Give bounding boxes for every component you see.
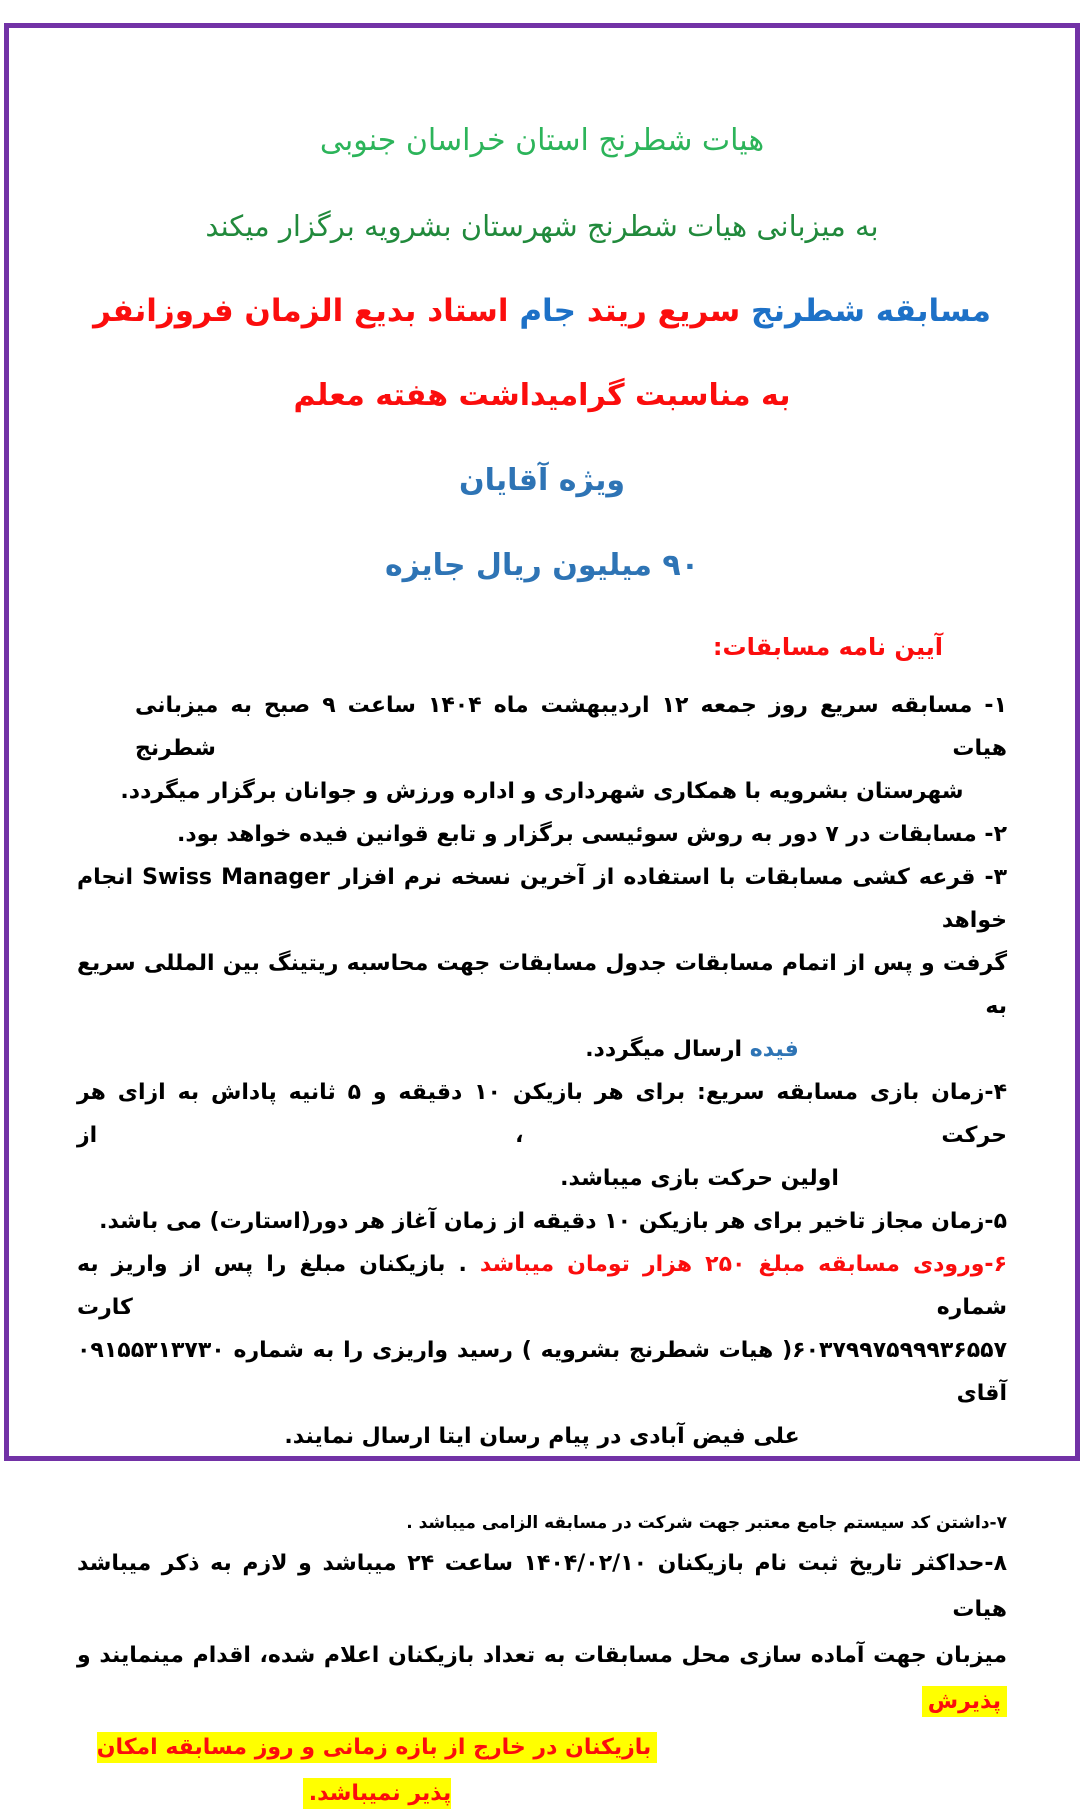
rule-line	[377, 1028, 1007, 1071]
federation-title: هیات شطرنج استان خراسان جنوبی	[319, 123, 765, 158]
rule-text-segment: ۸-حداکثر تاریخ ثبت نام بازیکنان ۱۴۰۴/۰۲/۱۰ ساعت ۲۴ میباشد و لازم به ذکر میباشد هیات	[77, 1551, 1007, 1622]
rule-text-segment: شهرستان بشرویه با همکاری شهرداری و اداره ورزش و جوانان برگزار میگردد.	[120, 779, 964, 804]
rules-heading: آیین نامه مسابقات:	[712, 633, 943, 661]
rule-line	[77, 770, 1007, 813]
rule-line	[392, 1157, 1007, 1200]
rule-text-segment: . بازیکنان مبلغ را پس از واریز به شماره کارت	[77, 1252, 1007, 1320]
rule-line	[77, 856, 1007, 942]
tournament-title-segment: سریع ریتد	[576, 293, 741, 329]
rule-text-segment: ۶۰۳۷۹۹۷۵۹۹۹۳۶۵۵۷( هیات شطرنج بشرویه ) رسید واریزی را به شماره ۰۹۱۵۵۳۱۳۷۳۰ آقای	[77, 1338, 1007, 1406]
rule-line	[77, 1200, 1007, 1243]
page-border	[4, 23, 1080, 1806]
tournament-title-segment: استاد بدیع الزمان فروزانفر	[93, 293, 509, 329]
rule-text-segment: ۵-زمان مجاز تاخیر برای هر بازیکن ۱۰ دقیقه از زمان آغاز هر دور(استارت) می باشد.	[99, 1209, 1007, 1234]
rule-text-segment: ارسال میگردد.	[585, 1037, 750, 1062]
rule-line	[77, 1458, 1007, 1505]
rule-text-segment: ۶-ورودی مسابقه مبلغ ۲۵۰ هزار تومان میباشد	[466, 1252, 1007, 1277]
rule-line	[77, 1725, 677, 1817]
rule-text-segment: پذیرش	[922, 1686, 1007, 1717]
rule-line	[135, 684, 1007, 770]
rule-text-segment: فیده	[749, 1037, 799, 1062]
occasion-line: به مناسبت گرامیداشت هفته معلم	[293, 378, 791, 413]
tournament-title	[77, 290, 1007, 332]
tournament-title-segment: مسابقه شطرنج	[740, 293, 991, 329]
rule-text-segment: انجام خواهد	[77, 865, 1007, 933]
rule-line	[77, 1071, 1007, 1157]
rule-text-segment: ۳- قرعه کشی مسابقات با استفاده از آخرین نسخه نرم افزار	[329, 865, 1008, 890]
rule-text-segment: Swiss Manager	[142, 865, 330, 890]
rule-line	[77, 1415, 1007, 1458]
prize-line: ۹۰ میلیون ریال جایزه	[384, 548, 700, 583]
host-subtitle: به میزبانی هیات شطرنج شهرستان بشرویه برگزار میکند	[205, 209, 879, 243]
rule-line	[77, 1329, 1007, 1415]
rule-text-segment: گرفت و پس از اتمام مسابقات جدول مسابقات جهت محاسبه ریتینگ بین المللی سریع به	[77, 951, 1007, 1019]
rule-line	[77, 1505, 1007, 1541]
document-content	[9, 28, 1075, 1806]
audience-line: ویژه آقایان	[458, 463, 626, 498]
tournament-title-segment: جام	[508, 293, 577, 329]
rule-line	[77, 813, 1007, 856]
rule-line	[77, 1541, 1007, 1633]
rule-text-segment: بازیکنان در خارج از بازه زمانی و روز مسابقه امکان پذیر نمیباشد.	[97, 1732, 658, 1809]
rule-text-segment: ۲- مسابقات در ۷ دور به روش سوئیسی برگزار و تابع قوانین فیده خواهد بود.	[177, 822, 1007, 847]
rule-text-segment: ۷-داشتن کد سیستم جامع معتبر جهت شرکت در مسابقه الزامی میباشد .	[406, 1513, 1007, 1533]
rule-text-segment: ۱- مسابقه سریع روز جمعه ۱۲ اردیبهشت ماه ۱۴۰۴ ساعت ۹ صبح به میزبانی هیات شطرنج	[135, 693, 1007, 761]
rules-list	[77, 684, 1007, 1817]
rule-text-segment: اولین حرکت بازی میباشد.	[560, 1166, 839, 1191]
rule-line	[77, 1243, 1007, 1329]
rule-text-segment: ۴-زمان بازی مسابقه سریع: برای هر بازیکن ۱۰ دقیقه و ۵ ثانیه پاداش به ازای هر حرکت ، از	[77, 1080, 1007, 1148]
rule-line	[77, 1633, 1007, 1725]
rule-line	[77, 942, 1007, 1028]
rule-text-segment: علی فیض آبادی در پیام رسان ایتا ارسال نمایند.	[284, 1424, 800, 1449]
rule-text-segment: میزبان جهت آماده سازی محل مسابقات به تعداد بازیکنان اعلام شده، اقدام مینمایند و	[77, 1643, 1007, 1668]
